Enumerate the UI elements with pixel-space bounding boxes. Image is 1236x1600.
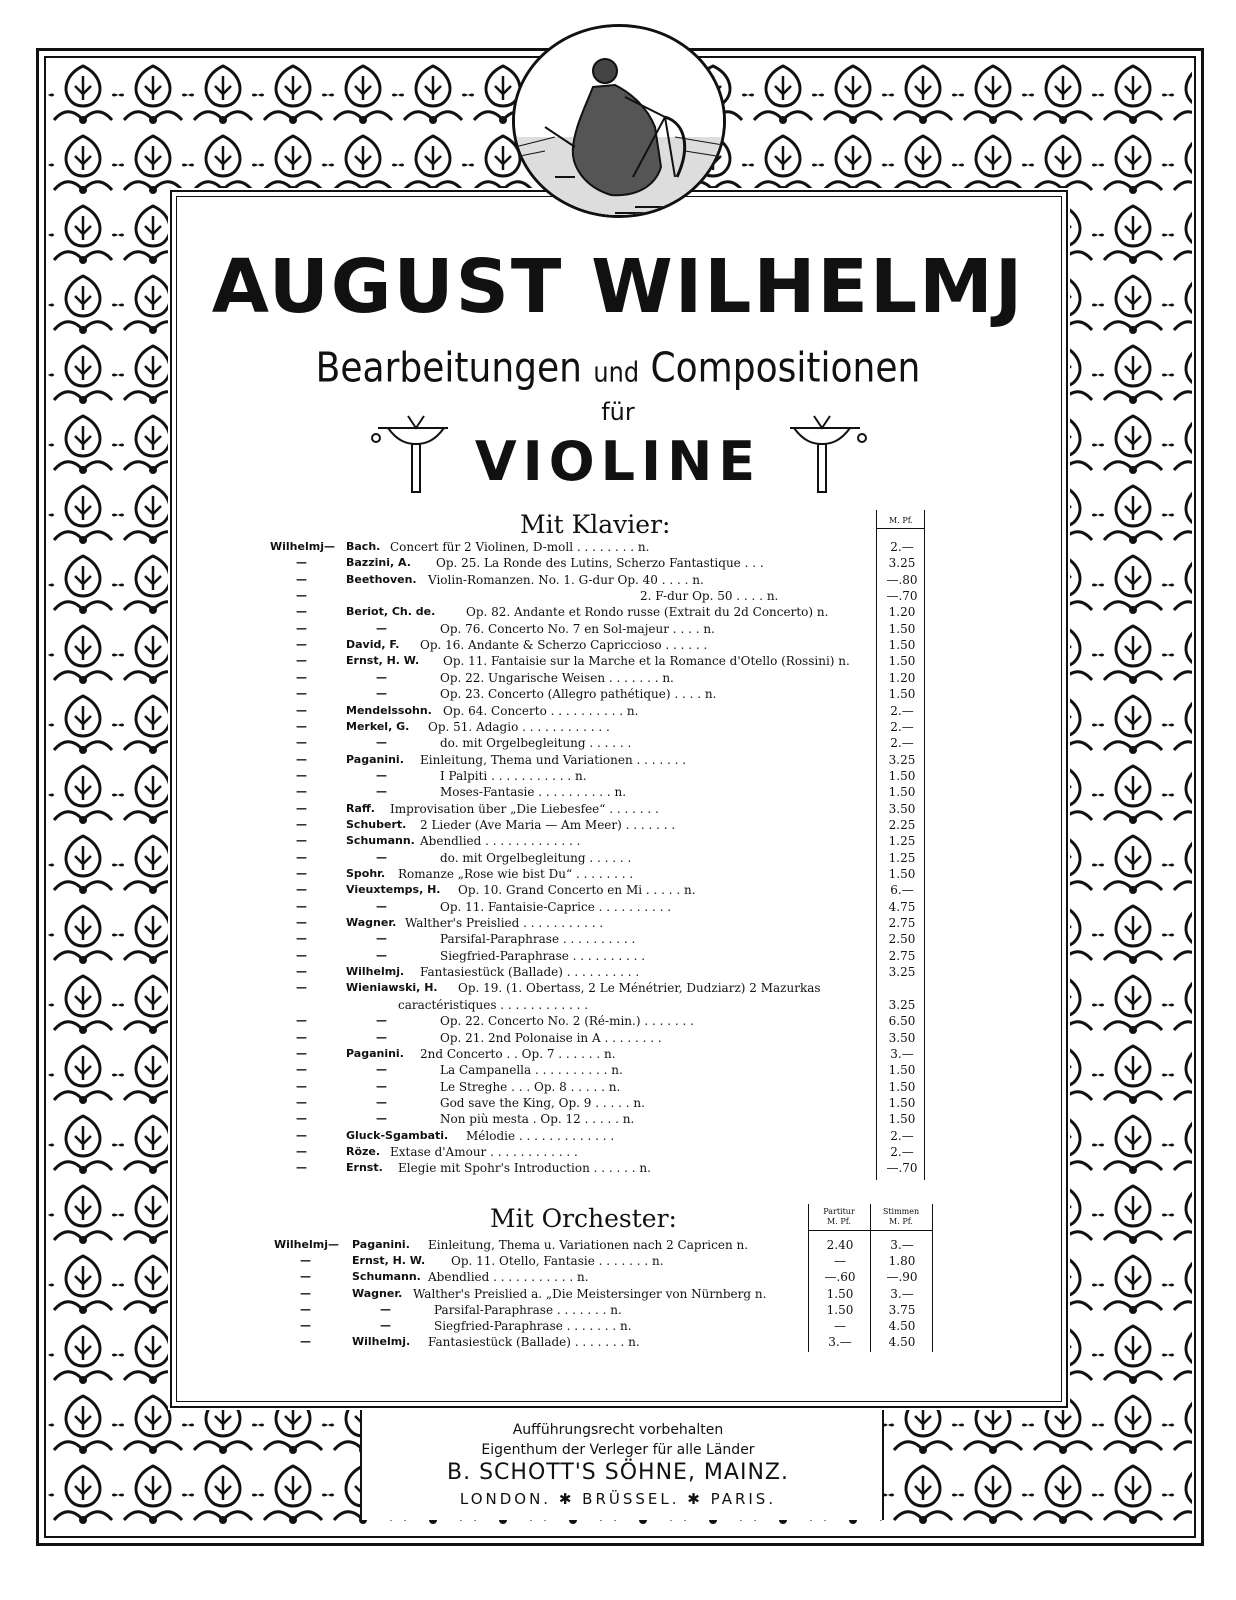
stimmen-label: Stimmen: [882, 1207, 920, 1216]
composer-name: Wilhelmj.: [346, 965, 405, 978]
klavier-row: [0, 573, 1236, 589]
row-prefix: —: [296, 851, 307, 864]
composer-name: Wagner.: [346, 916, 397, 929]
row-prefix: —: [296, 1063, 307, 1076]
row-prefix: —: [296, 622, 307, 635]
work-title: Le Streghe . . . Op. 8 . . . . . n.: [440, 1080, 621, 1094]
klavier-row: [0, 1014, 1236, 1030]
price: 1.50: [888, 687, 916, 701]
composer-name: Ernst, H. W.: [352, 1254, 426, 1267]
composer-name: —: [380, 1303, 391, 1316]
composer-name: —: [376, 1096, 387, 1109]
klavier-row: [0, 1161, 1236, 1177]
work-title: Siegfried-Paraphrase . . . . . . . n.: [434, 1319, 632, 1333]
orchester-row: [0, 1303, 1236, 1319]
row-prefix: —: [296, 704, 307, 717]
row-prefix: —: [296, 965, 307, 978]
klavier-row: [0, 932, 1236, 948]
composer-name: Bazzini, A.: [346, 556, 411, 569]
work-title: Einleitung, Thema und Variationen . . . . . . .: [420, 753, 687, 767]
klavier-row: [0, 1112, 1236, 1128]
composer-name: Beriot, Ch. de.: [346, 605, 436, 618]
composer-name: —: [376, 932, 387, 945]
orchester-row: [0, 1287, 1236, 1303]
composer-name: —: [376, 671, 387, 684]
stimmen-price: 3.—: [890, 1287, 914, 1301]
composer-name: —: [376, 1112, 387, 1125]
work-title: Walther's Preislied a. „Die Meistersinger von Nürnberg n.: [413, 1287, 767, 1301]
price: 1.50: [888, 622, 916, 636]
orchester-row: [0, 1238, 1236, 1254]
price: 1.50: [888, 785, 916, 799]
composer-name: Paganini.: [352, 1238, 410, 1251]
orchester-row: [0, 1335, 1236, 1351]
price: 2.25: [888, 818, 916, 832]
klavier-row: [0, 654, 1236, 670]
partitur-price: 2.40: [826, 1238, 854, 1252]
price: 2.75: [888, 916, 916, 930]
price: —.70: [886, 589, 918, 603]
klavier-row: [0, 851, 1236, 867]
klavier-row: [0, 556, 1236, 572]
row-prefix: —: [300, 1254, 311, 1267]
composer-name: Ernst.: [346, 1161, 383, 1174]
klavier-header-rule: [876, 528, 924, 529]
price: 2.—: [890, 540, 914, 554]
composer-name: Wilhelmj.: [352, 1335, 411, 1348]
work-title: Parsifal-Paraphrase . . . . . . . . . .: [440, 932, 636, 946]
work-title: Fantasiestück (Ballade) . . . . . . . . . .: [420, 965, 640, 979]
row-prefix: —: [300, 1303, 311, 1316]
row-prefix: —: [296, 818, 307, 831]
klavier-row: [0, 1080, 1236, 1096]
row-prefix: —: [296, 1031, 307, 1044]
composer-name: —: [376, 1063, 387, 1076]
work-title: Op. 16. Andante & Scherzo Capriccioso . . . . . .: [420, 638, 708, 652]
price: 3.25: [888, 998, 916, 1012]
stimmen-price: —.90: [886, 1270, 918, 1284]
work-title: do. mit Orgelbegleitung . . . . . .: [440, 851, 632, 865]
klavier-row: [0, 769, 1236, 785]
composer-name: Schumann.: [352, 1270, 421, 1283]
work-title: Parsifal-Paraphrase . . . . . . . n.: [434, 1303, 622, 1317]
row-prefix: —: [296, 981, 307, 994]
composer-name: —: [376, 769, 387, 782]
composer-name: —: [376, 851, 387, 864]
orchester-row: [0, 1270, 1236, 1286]
price: 2.—: [890, 720, 914, 734]
publisher-cities: LONDON. ✱ BRÜSSEL. ✱ PARIS.: [459, 1490, 777, 1508]
klavier-row: [0, 753, 1236, 769]
left-torch-ornament: [368, 408, 458, 498]
row-prefix: —: [296, 769, 307, 782]
work-title: 2. F-dur Op. 50 . . . . n.: [640, 589, 779, 603]
klavier-row: [0, 802, 1236, 818]
klavier-price-header: M. Pf.: [889, 516, 913, 525]
composer-name: —: [376, 622, 387, 635]
partitur-price: 1.50: [826, 1303, 854, 1317]
row-prefix: —: [296, 573, 307, 586]
composer-name: Wagner.: [352, 1287, 403, 1300]
row-prefix: —: [296, 932, 307, 945]
composer-name: Mendelssohn.: [346, 704, 432, 717]
klavier-row: [0, 1031, 1236, 1047]
composer-name: —: [376, 900, 387, 913]
work-title: Op. 76. Concerto No. 7 en Sol-majeur . . . . n.: [440, 622, 715, 636]
composer-title: AUGUST WILHELMJ: [211, 244, 1025, 330]
subtitle-left: Bearbeitungen: [315, 344, 582, 393]
klavier-row: [0, 1129, 1236, 1145]
work-title: Fantasiestück (Ballade) . . . . . . . n.: [428, 1335, 640, 1349]
work-title: do. mit Orgelbegleitung . . . . . .: [440, 736, 632, 750]
klavier-row: [0, 900, 1236, 916]
price: 3.25: [888, 965, 916, 979]
klavier-row: [0, 867, 1236, 883]
composer-name: —: [376, 736, 387, 749]
orchester-stimmen-header: [872, 1207, 930, 1227]
composer-name: Ernst, H. W.: [346, 654, 420, 667]
row-prefix: —: [296, 949, 307, 962]
orchester-partitur-header: [810, 1207, 868, 1227]
row-prefix: Wilhelmj—: [270, 540, 335, 553]
klavier-heading: Mit Klavier:: [520, 510, 671, 539]
composer-name: Paganini.: [346, 753, 404, 766]
work-title: Abendlied . . . . . . . . . . . . .: [420, 834, 581, 848]
price: 1.50: [888, 1112, 916, 1126]
composer-name: —: [376, 1014, 387, 1027]
partitur-label: Partitur: [823, 1207, 855, 1216]
work-title: God save the King, Op. 9 . . . . . n.: [440, 1096, 645, 1110]
composer-name: —: [376, 1080, 387, 1093]
price: —.70: [886, 1161, 918, 1175]
composer-name: Bach.: [346, 540, 381, 553]
price: 3.—: [890, 1047, 914, 1061]
price: 1.25: [888, 834, 916, 848]
composer-name: Paganini.: [346, 1047, 404, 1060]
composer-name: Schubert.: [346, 818, 407, 831]
row-prefix: —: [296, 638, 307, 651]
work-title: 2nd Concerto . . Op. 7 . . . . . . n.: [420, 1047, 616, 1061]
stimmen-price: 4.50: [888, 1335, 916, 1349]
price: 3.25: [888, 753, 916, 767]
composer-name: —: [376, 949, 387, 962]
price: 2.75: [888, 949, 916, 963]
price: 3.25: [888, 556, 916, 570]
row-prefix: —: [296, 671, 307, 684]
work-title: Improvisation über „Die Liebesfee“ . . . . . . .: [390, 802, 659, 816]
composer-name: —: [376, 785, 387, 798]
orch-header-rule: [808, 1230, 932, 1231]
klavier-row: [0, 965, 1236, 981]
klavier-row: [0, 1063, 1236, 1079]
work-title: La Campanella . . . . . . . . . . n.: [440, 1063, 623, 1077]
price: 1.50: [888, 769, 916, 783]
lyre-player-illustration: [515, 27, 723, 215]
klavier-row: [0, 834, 1236, 850]
subtitle-und: und: [593, 356, 640, 389]
orchester-heading: Mit Orchester:: [490, 1204, 677, 1233]
composer-name: —: [376, 687, 387, 700]
klavier-row: [0, 785, 1236, 801]
work-title: Romanze „Rose wie bist Du“ . . . . . . . .: [398, 867, 634, 881]
work-title: Op. 10. Grand Concerto en Mi . . . . . n.: [458, 883, 696, 897]
klavier-row: [0, 622, 1236, 638]
price: 1.50: [888, 1080, 916, 1094]
row-prefix: —: [296, 834, 307, 847]
row-prefix: —: [296, 753, 307, 766]
row-prefix: —: [296, 900, 307, 913]
price: 1.25: [888, 851, 916, 865]
work-title: Op. 11. Fantaisie-Caprice . . . . . . . . . .: [440, 900, 672, 914]
fur-text: für: [601, 398, 635, 426]
rights-notice: Aufführungsrecht vorbehalten: [512, 1422, 724, 1438]
row-prefix: —: [296, 720, 307, 733]
price: 1.50: [888, 1096, 916, 1110]
price: 3.50: [888, 1031, 916, 1045]
work-title: Op. 51. Adagio . . . . . . . . . . . .: [428, 720, 610, 734]
klavier-row: [0, 720, 1236, 736]
klavier-row: [0, 1047, 1236, 1063]
row-prefix: —: [296, 1112, 307, 1125]
work-title: Concert für 2 Violinen, D-moll . . . . . . . . n.: [390, 540, 650, 554]
klavier-row: [0, 1096, 1236, 1112]
row-prefix: —: [296, 654, 307, 667]
row-prefix: —: [296, 1145, 307, 1158]
row-prefix: —: [300, 1287, 311, 1300]
orchester-row: [0, 1254, 1236, 1270]
partitur-price: —: [834, 1254, 846, 1268]
work-title: Op. 11. Fantaisie sur la Marche et la Romance d'Otello (Rossini) n.: [443, 654, 850, 668]
row-prefix: —: [300, 1270, 311, 1283]
klavier-row: [0, 981, 1236, 997]
row-prefix: —: [296, 867, 307, 880]
work-title: Violin-Romanzen. No. 1. G-dur Op. 40 . . . . n.: [428, 573, 704, 587]
row-prefix: —: [296, 687, 307, 700]
price: 1.20: [888, 671, 916, 685]
work-title: Op. 22. Ungarische Weisen . . . . . . . n.: [440, 671, 674, 685]
ownership-notice: Eigenthum der Verleger für alle Länder: [481, 1442, 755, 1458]
row-prefix: —: [296, 1161, 307, 1174]
composer-name: Vieuxtemps, H.: [346, 883, 441, 896]
composer-name: —: [380, 1319, 391, 1332]
price: 1.20: [888, 605, 916, 619]
row-prefix: —: [296, 1096, 307, 1109]
klavier-row: [0, 949, 1236, 965]
row-prefix: —: [296, 785, 307, 798]
partitur-price: 3.—: [828, 1335, 852, 1349]
row-prefix: —: [296, 1047, 307, 1060]
work-title: I Palpiti . . . . . . . . . . . n.: [440, 769, 587, 783]
right-torch-ornament: [780, 408, 870, 498]
instrument-title: VIOLINE: [474, 430, 762, 493]
price: 2.—: [890, 1129, 914, 1143]
klavier-row: [0, 1145, 1236, 1161]
composer-name: Raff.: [346, 802, 375, 815]
row-prefix: —: [296, 802, 307, 815]
row-prefix: —: [296, 883, 307, 896]
row-prefix: —: [296, 1080, 307, 1093]
price: 6.—: [890, 883, 914, 897]
work-title: Siegfried-Paraphrase . . . . . . . . . .: [440, 949, 646, 963]
work-title: Op. 23. Concerto (Allegro pathétique) . . . . n.: [440, 687, 717, 701]
klavier-row: [0, 704, 1236, 720]
price: 2.50: [888, 932, 916, 946]
partitur-price: —.60: [824, 1270, 856, 1284]
work-title: 2 Lieder (Ave Maria — Am Meer) . . . . . . .: [420, 818, 676, 832]
klavier-row: [0, 736, 1236, 752]
row-prefix: —: [300, 1335, 311, 1348]
klavier-row: [0, 916, 1236, 932]
work-title: Op. 64. Concerto . . . . . . . . . . n.: [443, 704, 639, 718]
row-prefix: —: [296, 736, 307, 749]
work-title: Extase d'Amour . . . . . . . . . . . .: [390, 1145, 578, 1159]
work-title: Op. 82. Andante et Rondo russe (Extrait du 2d Concerto) n.: [466, 605, 829, 619]
price: 2.—: [890, 704, 914, 718]
work-title: Op. 21. 2nd Polonaise in A . . . . . . . .: [440, 1031, 662, 1045]
row-prefix: —: [296, 916, 307, 929]
publisher-name: B. SCHOTT'S SÖHNE, MAINZ.: [447, 1460, 789, 1485]
stimmen-price: 1.80: [888, 1254, 916, 1268]
work-title: Abendlied . . . . . . . . . . . n.: [428, 1270, 589, 1284]
klavier-row: [0, 671, 1236, 687]
price: —.80: [886, 573, 918, 587]
orchester-row: [0, 1319, 1236, 1335]
partitur-price: 1.50: [826, 1287, 854, 1301]
work-title: Op. 19. (1. Obertass, 2 Le Ménétrier, Dudziarz) 2 Mazurkas: [458, 981, 821, 995]
klavier-row: [0, 998, 1236, 1014]
composer-name: Schumann.: [346, 834, 415, 847]
composer-name: —: [376, 1031, 387, 1044]
row-prefix: —: [296, 1014, 307, 1027]
subtitle: [0, 345, 1236, 392]
stimmen-price: 4.50: [888, 1319, 916, 1333]
price: 4.75: [888, 900, 916, 914]
klavier-row: [0, 589, 1236, 605]
stimmen-unit: M. Pf.: [889, 1217, 913, 1226]
stimmen-price: 3.75: [888, 1303, 916, 1317]
composer-name: Röze.: [346, 1145, 381, 1158]
work-title: Op. 11. Otello, Fantasie . . . . . . . n.: [451, 1254, 664, 1268]
muse-medallion: [512, 24, 726, 218]
work-title: caractéristiques . . . . . . . . . . . .: [398, 998, 589, 1012]
work-title: Mélodie . . . . . . . . . . . . .: [466, 1129, 615, 1143]
composer-name: Beethoven.: [346, 573, 417, 586]
row-prefix: —: [296, 556, 307, 569]
work-title: Elegie mit Spohr's Introduction . . . . . . n.: [398, 1161, 651, 1175]
partitur-price: —: [834, 1319, 846, 1333]
row-prefix: —: [296, 605, 307, 618]
composer-name: Spohr.: [346, 867, 386, 880]
price: 6.50: [888, 1014, 916, 1028]
subtitle-right: Compositionen: [650, 344, 921, 393]
klavier-row: [0, 638, 1236, 654]
klavier-row: [0, 883, 1236, 899]
stimmen-price: 3.—: [890, 1238, 914, 1252]
price: 2.—: [890, 736, 914, 750]
price: 1.50: [888, 1063, 916, 1077]
klavier-row: [0, 540, 1236, 556]
klavier-row: [0, 687, 1236, 703]
work-title: Moses-Fantasie . . . . . . . . . . n.: [440, 785, 627, 799]
composer-name: Gluck-Sgambati.: [346, 1129, 449, 1142]
work-title: Einleitung, Thema u. Variationen nach 2 Capricen n.: [428, 1238, 749, 1252]
composer-name: Wieniawski, H.: [346, 981, 438, 994]
composer-name: David, F.: [346, 638, 400, 651]
row-prefix: Wilhelmj—: [274, 1238, 339, 1251]
price: 1.50: [888, 638, 916, 652]
row-prefix: —: [300, 1319, 311, 1332]
work-title: Non più mesta . Op. 12 . . . . . n.: [440, 1112, 635, 1126]
klavier-row: [0, 818, 1236, 834]
work-title: Op. 22. Concerto No. 2 (Ré-min.) . . . . . . .: [440, 1014, 694, 1028]
row-prefix: —: [296, 589, 307, 602]
work-title: Walther's Preislied . . . . . . . . . . .: [405, 916, 604, 930]
price: 1.50: [888, 654, 916, 668]
price: 1.50: [888, 867, 916, 881]
composer-name: Merkel, G.: [346, 720, 410, 733]
row-prefix: —: [296, 1129, 307, 1142]
price: 2.—: [890, 1145, 914, 1159]
work-title: Op. 25. La Ronde des Lutins, Scherzo Fantastique . . .: [436, 556, 764, 570]
klavier-row: [0, 605, 1236, 621]
price: 3.50: [888, 802, 916, 816]
partitur-unit: M. Pf.: [827, 1217, 851, 1226]
